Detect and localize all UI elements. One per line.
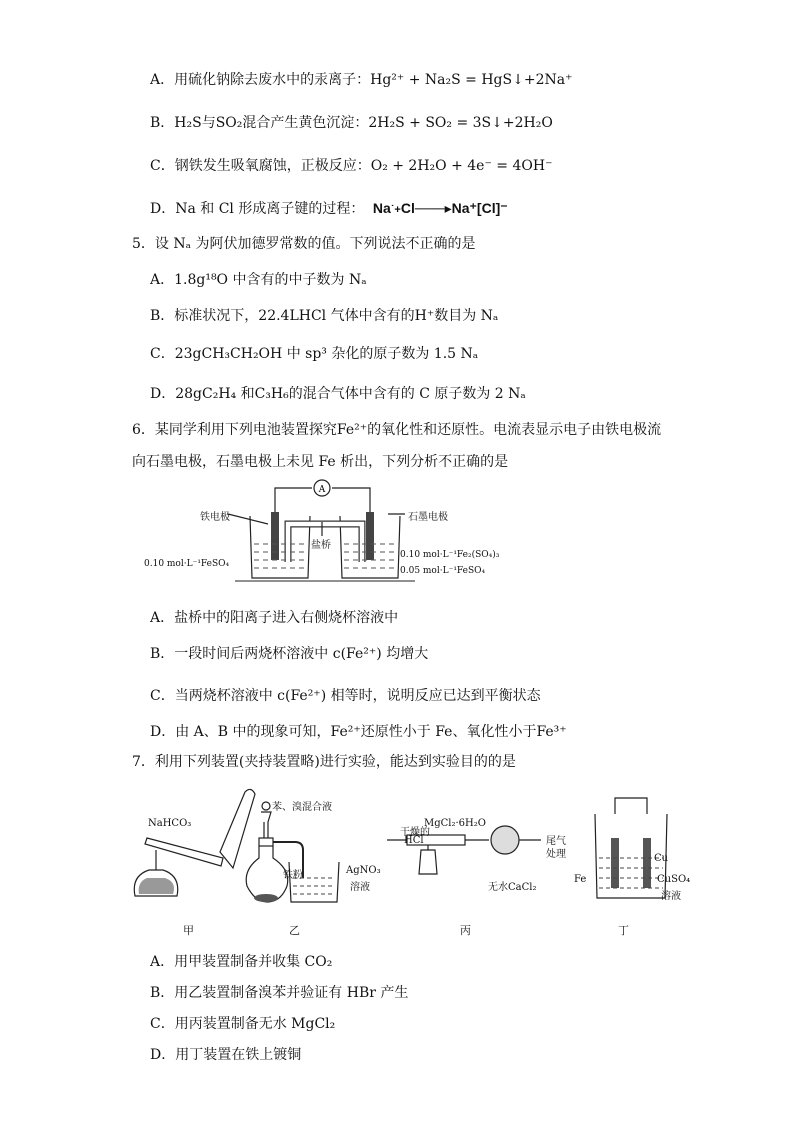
bing-tail-gas-label-1: 尾气 — [546, 836, 566, 847]
graphite-electrode-label: 石墨电极 — [408, 512, 448, 523]
ding-fe-label: Fe — [574, 874, 587, 885]
q4-lewis-formula — [373, 200, 508, 216]
lewis-bracket-end: ]⁻ — [495, 200, 508, 216]
yi-mixture-label: 苯、溴混合液 — [272, 802, 332, 813]
q5-option-d: D．28gC₂H₄ 和C₃H₆的混合气体中含有的 C 原子数为 2 Nₐ — [150, 386, 526, 402]
bing-hcl-label-1: 干燥的 — [400, 827, 430, 838]
label-bing: 丙 — [460, 924, 471, 937]
electron-dot-icon: ˙+ — [390, 204, 401, 216]
q6-option-c: C．当两烧杯溶液中 c(Fe²⁺) 相等时，说明反应已达到平衡状态 — [150, 688, 541, 704]
q4-option-c: C．钢铁发生吸氧腐蚀，正极反应：O₂ + 2H₂O + 4e⁻ = 4OH⁻ — [150, 158, 553, 174]
ding-cu-label: Cu — [654, 853, 669, 864]
yi-iron-powder-label: 铁粉 — [283, 870, 303, 881]
label-yi: 乙 — [289, 924, 300, 937]
yi-agno3-label-2: 溶液 — [350, 882, 370, 893]
jia-reagent-label: NaHCO₃ — [148, 818, 192, 829]
q7-option-a: A．用甲装置制备并收集 CO₂ — [150, 954, 333, 970]
ammeter-label: A — [318, 485, 326, 495]
bing-tail-gas-label-2: 处理 — [546, 849, 566, 860]
lewis-na-ion: Na⁺[ — [451, 200, 482, 216]
q5-stem: 5．设 Nₐ 为阿伏加德罗常数的值。下列说法不正确的是 — [132, 236, 476, 252]
salt-bridge-label: 盐桥 — [311, 540, 331, 551]
lewis-cl: Cl — [400, 200, 415, 216]
q4-option-d-text: D．Na 和 Cl 形成离子键的过程： — [150, 201, 365, 217]
q6-option-a: A．盐桥中的阳离子进入右侧烧杯溶液中 — [150, 610, 399, 626]
q4-option-b: B．H₂S与SO₂混合产生黄色沉淀：2H₂S + SO₂ = 3S↓+2H₂O — [150, 115, 553, 131]
ding-cuso4-label-2: 溶液 — [661, 891, 681, 902]
q7-stem: 7．利用下列装置(夹持装置略)进行实验，能达到实验目的的是 — [132, 754, 516, 770]
q7-option-b: B．用乙装置制备溴苯并验证有 HBr 产生 — [150, 985, 409, 1001]
q7-option-d: D．用丁装置在铁上镀铜 — [150, 1047, 302, 1063]
q6-stem-line1: 6．某同学利用下列电池装置探究Fe²⁺的氧化性和还原性。电流表显示电子由铁电极流 — [132, 422, 662, 438]
ding-cuso4-label-1: CuSO₄ — [657, 874, 691, 885]
bing-hcl-label-2: HCl — [404, 835, 424, 846]
q6-option-d: D．由 A、B 中的现象可知，Fe²⁺还原性小于 Fe、氧化性小于Fe³⁺ — [150, 724, 567, 740]
right-solution-label-2: 0.05 mol·L⁻¹FeSO₄ — [400, 566, 486, 576]
label-ding: 丁 — [618, 924, 629, 937]
yi-agno3-label-1: AgNO₃ — [346, 865, 381, 876]
lewis-cl-ion: Cl — [481, 200, 496, 216]
q4-option-d — [150, 198, 508, 220]
bing-cacl2-label: 无水CaCl₂ — [488, 882, 537, 893]
label-jia: 甲 — [183, 924, 194, 937]
q5-option-b: B．标准状况下，22.4LHCl 气体中含有的H⁺数目为 Nₐ — [150, 308, 499, 324]
iron-electrode-label: 铁电极 — [200, 512, 230, 523]
q4-option-a: A．用硫化钠除去废水中的汞离子：Hg²⁺ + Na₂S = HgS↓+2Na⁺ — [150, 72, 573, 88]
arrow-icon: ───▸ — [414, 200, 452, 216]
q7-option-c: C．用丙装置制备无水 MgCl₂ — [150, 1016, 336, 1032]
q6-stem-line2: 向石墨电极，石墨电极上未见 Fe 析出，下列分析不正确的是 — [132, 454, 509, 470]
q5-option-a: A．1.8g¹⁸O 中含有的中子数为 Nₐ — [150, 272, 367, 288]
q6-option-b: B．一段时间后两烧杯溶液中 c(Fe²⁺) 均增大 — [150, 646, 429, 662]
q5-option-c: C．23gCH₃CH₂OH 中 sp³ 杂化的原子数为 1.5 Nₐ — [150, 346, 479, 362]
left-solution-label: 0.10 mol·L⁻¹FeSO₄ — [144, 559, 230, 569]
bing-mgcl2-label: MgCl₂·6H₂O — [424, 818, 486, 829]
lewis-na: Na — [372, 200, 391, 216]
right-solution-label-1: 0.10 mol·L⁻¹Fe₂(SO₄)₃ — [400, 550, 500, 560]
